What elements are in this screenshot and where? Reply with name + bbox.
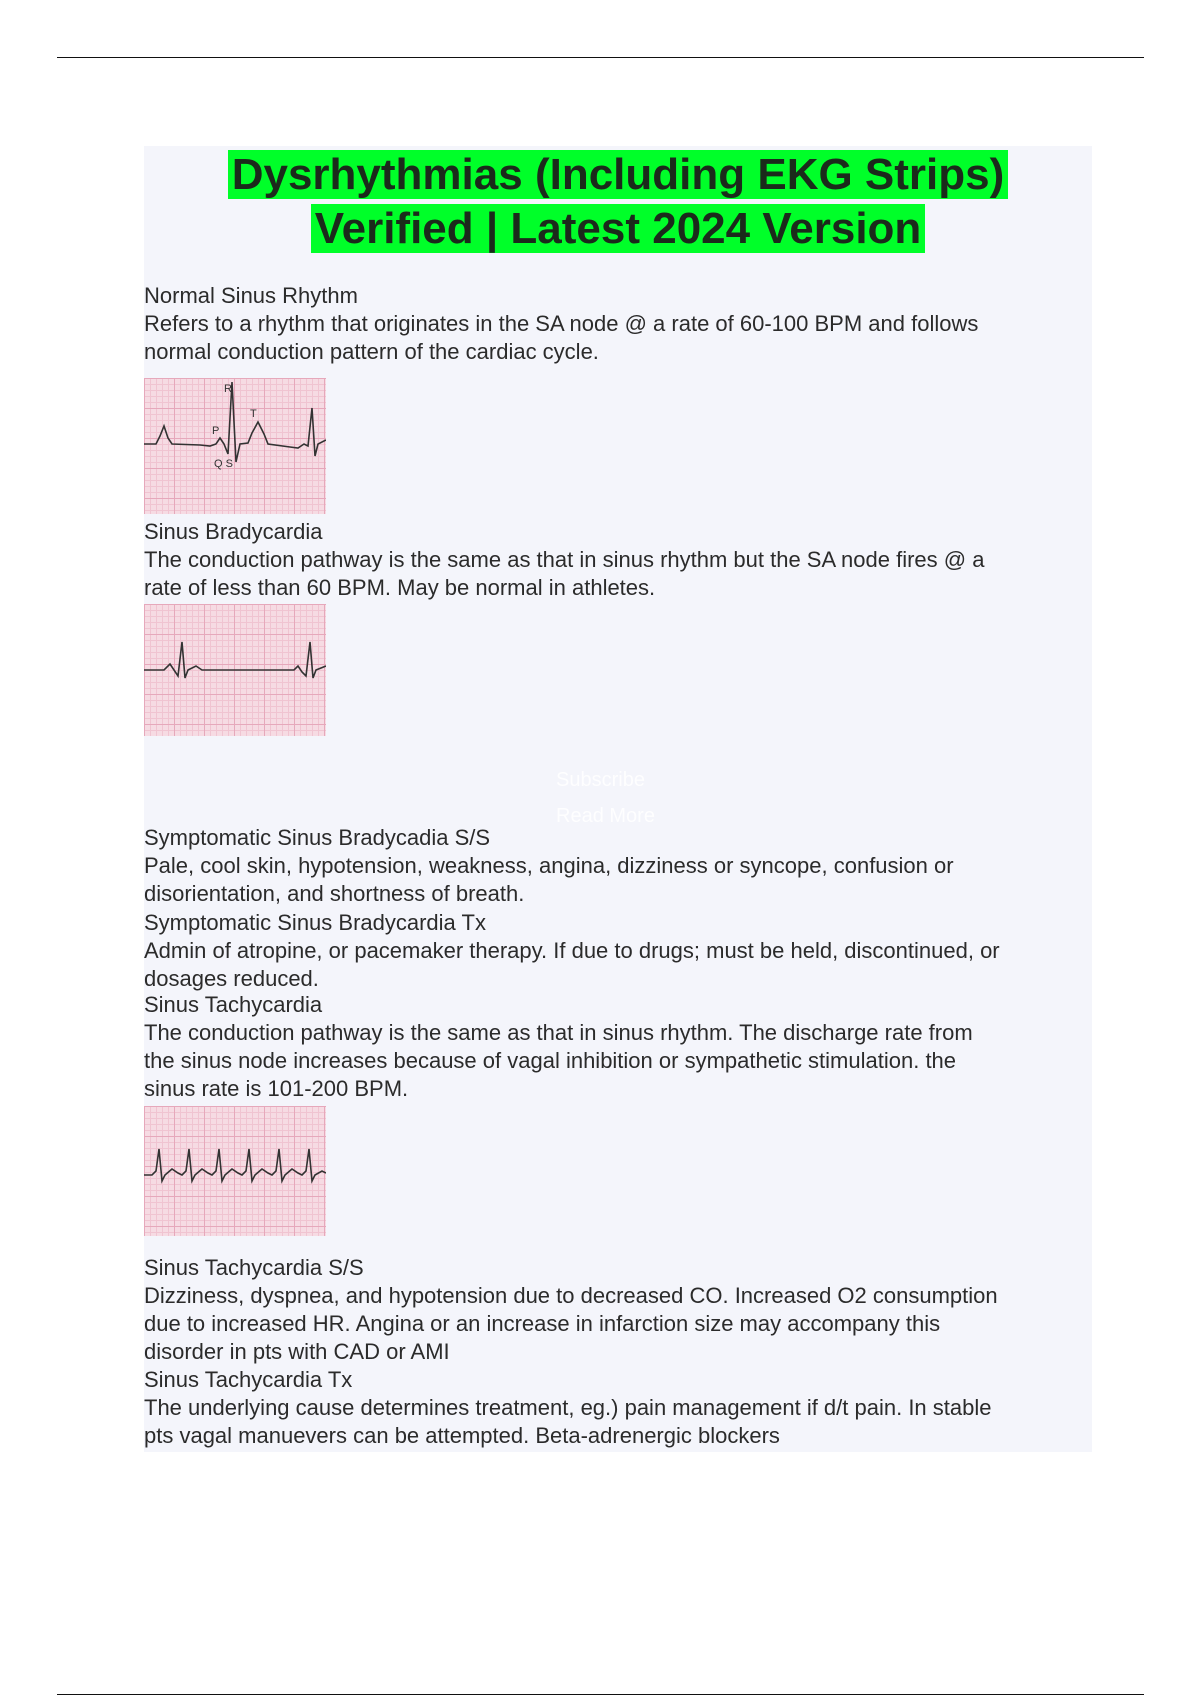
section-text-line: Pale, cool skin, hypotension, weakness, angina, dizziness or syncope, confusion or xyxy=(144,853,954,878)
ekg-strip-sinus-bradycardia xyxy=(144,604,326,736)
ekg-strip-normal-sinus xyxy=(144,378,326,514)
section-heading: Normal Sinus Rhythm xyxy=(144,283,358,308)
ekg-label-r: R xyxy=(224,383,232,395)
section-text-line: due to increased HR. Angina or an increase in infarction size may accompany this xyxy=(144,1311,941,1336)
section-sinus-bradycardia xyxy=(144,518,1092,602)
section-heading: Sinus Bradycardia xyxy=(144,519,323,544)
section-normal-sinus-rhythm xyxy=(144,282,1092,366)
watermark-line-1: Subscribe xyxy=(556,769,645,791)
section-symptomatic-brady-ss xyxy=(144,824,1092,908)
section-text-line: pts vagal manuevers can be attempted. Beta-adrenergic blockers xyxy=(144,1423,780,1448)
section-symptomatic-brady-tx xyxy=(144,909,1092,993)
section-sinus-tachy-ss xyxy=(144,1254,1092,1366)
section-heading: Symptomatic Sinus Bradycadia S/S xyxy=(144,825,491,850)
section-heading: Sinus Tachycardia S/S xyxy=(144,1255,364,1280)
section-text-line: normal conduction pattern of the cardiac cycle. xyxy=(144,339,599,364)
footer-rule xyxy=(57,1694,1144,1695)
section-sinus-tachycardia xyxy=(144,991,1092,1103)
section-text-line: Admin of atropine, or pacemaker therapy. If due to drugs; must be held, discontinued, or xyxy=(144,938,1000,963)
title-line-1: Dysrhythmias (Including EKG Strips) xyxy=(228,150,1009,199)
title-line-2: Verified | Latest 2024 Version xyxy=(311,204,926,253)
section-heading: Sinus Tachycardia xyxy=(144,992,323,1017)
section-text-line: the sinus node increases because of vagal inhibition or sympathetic stimulation. the xyxy=(144,1048,957,1073)
section-heading: Symptomatic Sinus Bradycardia Tx xyxy=(144,910,486,935)
header-rule xyxy=(57,57,1144,58)
section-text-line: The conduction pathway is the same as that in sinus rhythm but the SA node fires @ a xyxy=(144,547,985,572)
section-text-line: dosages reduced. xyxy=(144,966,319,991)
section-text-line: The underlying cause determines treatment, eg.) pain management if d/t pain. In stable xyxy=(144,1395,992,1420)
document-content xyxy=(144,146,1092,1452)
section-text-line: Refers to a rhythm that originates in the SA node @ a rate of 60-100 BPM and follows xyxy=(144,311,979,336)
watermark-line-2: Read More xyxy=(556,805,655,827)
section-text-line: disorder in pts with CAD or AMI xyxy=(144,1339,450,1364)
section-text-line: The conduction pathway is the same as that in sinus rhythm. The discharge rate from xyxy=(144,1020,973,1045)
document-title xyxy=(144,148,1092,256)
section-heading: Sinus Tachycardia Tx xyxy=(144,1367,353,1392)
ekg-label-t: T xyxy=(250,408,257,420)
ekg-label-qs: Q S xyxy=(214,458,233,470)
section-text-line: rate of less than 60 BPM. May be normal in athletes. xyxy=(144,575,656,600)
ekg-trace-normal xyxy=(144,378,326,514)
section-text-line: disorientation, and shortness of breath. xyxy=(144,881,525,906)
section-sinus-tachy-tx xyxy=(144,1366,1092,1450)
ekg-label-p: P xyxy=(212,425,220,437)
section-text-line: Dizziness, dyspnea, and hypotension due to decreased CO. Increased O2 consumption xyxy=(144,1283,998,1308)
section-text-line: sinus rate is 101-200 BPM. xyxy=(144,1076,409,1101)
ekg-strip-sinus-tachycardia xyxy=(144,1106,326,1236)
ekg-trace-bradycardia xyxy=(144,604,326,740)
ekg-trace-tachycardia xyxy=(144,1106,326,1242)
